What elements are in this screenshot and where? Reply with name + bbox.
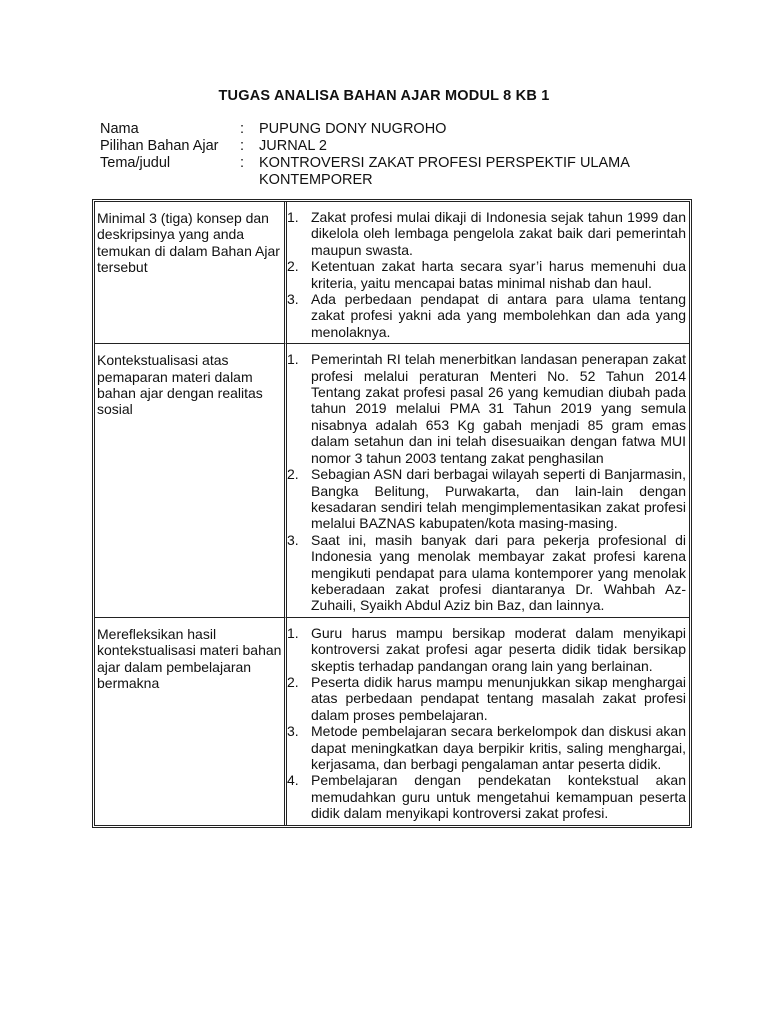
list-item bbox=[287, 674, 686, 723]
list-item bbox=[287, 466, 686, 532]
list-text: Ada perbedaan pendapat di antara para ulama tentang zakat profesi yakni ada yang membolehkan dan ada yang menolaknya. bbox=[311, 291, 686, 340]
list-number: 2. bbox=[287, 466, 299, 483]
list-item bbox=[287, 772, 686, 821]
list-text: Zakat profesi mulai dikaji di Indonesia sejak tahun 1999 dan dikelola oleh lembaga pengelola zakat baik dari pemerintah maupun swasta. bbox=[311, 209, 686, 258]
table-row-content bbox=[287, 202, 689, 343]
list-item bbox=[287, 209, 686, 258]
list-number: 1. bbox=[287, 209, 299, 225]
info-block bbox=[100, 121, 669, 189]
list-number: 2. bbox=[287, 258, 299, 275]
list-number: 3. bbox=[287, 531, 299, 548]
list-item bbox=[287, 351, 686, 466]
info-label: Pilihan Bahan Ajar bbox=[100, 138, 219, 154]
table-row-label: Minimal 3 (tiga) konsep dan deskripsinya yang anda temukan di dalam Bahan Ajar tersebut bbox=[95, 202, 287, 343]
info-row-nama bbox=[100, 121, 669, 138]
list-text: Saat ini, masih banyak dari para pekerja profesional di Indonesia yang menolak membayar zakat profesi karena mengikuti pendapat para ulama kontemporer yang menolak keberadaan zakat profesi diantaranya Dr. Wahbah Az-Zuhaili, Syaikh Abdul Aziz bin Baz, dan lainnya. bbox=[311, 531, 686, 614]
list-text: Peserta didik harus mampu menunjukkan sikap menghargai atas perbedaan pendapat tentang masalah zakat profesi dalam proses pembelajaran. bbox=[311, 673, 686, 723]
list-item bbox=[287, 723, 686, 772]
info-colon: : bbox=[240, 155, 245, 171]
info-row-bahan-ajar bbox=[100, 138, 669, 155]
list-number: 2. bbox=[287, 673, 299, 690]
table-row-content bbox=[287, 617, 689, 825]
info-value: KONTROVERSI ZAKAT PROFESI PERSPEKTIF ULAMA KONTEMPORER bbox=[259, 155, 630, 188]
info-value: PUPUNG DONY NUGROHO bbox=[259, 121, 447, 137]
list-text: Sebagian ASN dari berbagai wilayah seperti di Banjarmasin, Bangka Belitung, Purwakarta, dan lain-lain dengan kesadaran sendiri telah mengimplementasikan zakat profesi melalui BAZNAS kabupaten/kota masing-masing. bbox=[311, 466, 686, 532]
document-title: TUGAS ANALISA BAHAN AJAR MODUL 8 KB 1 bbox=[218, 88, 550, 104]
list-item bbox=[287, 258, 686, 291]
info-colon: : bbox=[240, 138, 245, 154]
list-item bbox=[287, 291, 686, 340]
numbered-list bbox=[287, 625, 686, 822]
list-text: Ketentuan zakat harta secara syar’i harus memenuhi dua kriteria, yaitu mencapai batas minimal nishab dan haul. bbox=[311, 258, 686, 291]
list-text: Metode pembelajaran secara berkelompok dan diskusi akan dapat meningkatkan daya berpikir kritis, saling menghargai, kerjasama, dan berbagi pengalaman antar peserta didik. bbox=[311, 723, 686, 772]
list-number: 1. bbox=[287, 624, 299, 641]
table-row-content bbox=[287, 343, 689, 617]
list-item bbox=[287, 625, 686, 674]
list-text: Pemerintah RI telah menerbitkan landasan penerapan zakat profesi melalui peraturan Menteri No. 52 Tahun 2014 Tentang zakat profesi pasal 26 yang kemudian diubah pada tahun 2019 melalui PMA 31 Tahun 2019 yang semula nisabnya adalah 653 Kg gabah menjadi 85 gram emas dalam setahun dan ini telah disesuaikan dengan fatwa MUI nomor 3 tahun 2003 tentang zakat penghasilan bbox=[311, 351, 686, 466]
list-number: 3. bbox=[287, 723, 299, 740]
numbered-list bbox=[287, 351, 686, 614]
info-label: Tema/judul bbox=[100, 155, 171, 171]
list-text: Pembelajaran dengan pendekatan kontekstual akan memudahkan guru untuk mengetahui kemampuan peserta didik dalam menyikapi kontroversi zakat profesi. bbox=[311, 772, 686, 822]
list-number: 1. bbox=[287, 351, 299, 368]
list-text: Guru harus mampu bersikap moderat dalam menyikapi kontroversi zakat profesi agar peserta didik tidak bersikap skeptis terhadap pandangan orang lain yang berlainan. bbox=[311, 624, 686, 674]
list-item bbox=[287, 532, 686, 614]
info-value: JURNAL 2 bbox=[259, 138, 327, 154]
analysis-table bbox=[92, 199, 692, 828]
list-number: 3. bbox=[287, 291, 299, 308]
numbered-list bbox=[287, 209, 686, 340]
info-row-tema bbox=[100, 155, 669, 189]
table-row-label: Kontekstualisasi atas pemaparan materi dalam bahan ajar dengan realitas sosial bbox=[95, 343, 287, 617]
info-colon: : bbox=[240, 121, 245, 137]
list-number: 4. bbox=[287, 772, 299, 789]
info-label: Nama bbox=[100, 121, 139, 137]
table-row-label: Merefleksikan hasil kontekstualisasi materi bahan ajar dalam pembelajaran bermakna bbox=[95, 617, 287, 825]
